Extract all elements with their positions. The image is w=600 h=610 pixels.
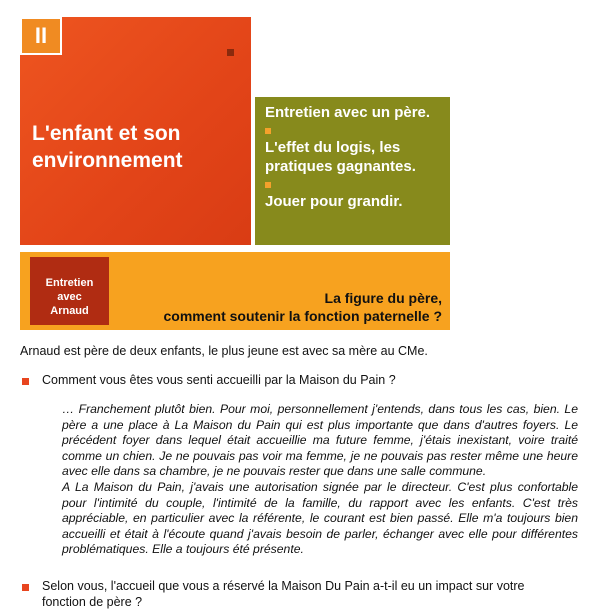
topic-item: L'effet du logis, les pratiques gagnantes. — [265, 139, 416, 175]
topic-item: Entretien avec un père. — [265, 104, 431, 121]
question-bullet-icon — [22, 584, 29, 591]
chapter-number-badge: II — [20, 17, 62, 55]
answer-block — [62, 402, 578, 558]
chapter-title-line: environnement — [32, 149, 183, 172]
interview-label-line: avec — [57, 291, 82, 303]
question-bullet-icon — [22, 378, 29, 385]
interview-label-box — [30, 257, 109, 325]
answer-paragraph: … Franchement plutôt bien. Pour moi, personnellement j'entends, dans tous les cas, bien. Le père a une place à La Maison du Pain qui est plus importante que dans d'autres foyers. Le précédent foyer dans lequel était accueillie ma future femme, j'étais inexistant, voire traité comme un chien. Je ne pouvais pas voir ma femme, je ne pouvais pas rester même une heure avec elle dans sa chambre, je ne pouvais rester que dans une salle commune. — [62, 402, 578, 479]
question-1: Comment vous êtes vous senti accueilli par la Maison du Pain ? — [42, 373, 396, 387]
question-2: Selon vous, l'accueil que vous a réservé la Maison Du Pain a-t-il eu un impact sur votre — [42, 579, 525, 593]
intro-paragraph: Arnaud est père de deux enfants, le plus jeune est avec sa mère au CMe. — [20, 344, 428, 358]
chapter-topics-block — [255, 97, 450, 245]
topic-bullet-icon — [265, 128, 271, 134]
interview-title-line: La figure du père, — [324, 290, 442, 306]
topic-bullet-icon — [265, 182, 271, 188]
interview-title — [120, 289, 442, 325]
interview-title-line: comment soutenir la fonction paternelle ? — [163, 308, 442, 324]
answer-paragraph: A La Maison du Pain, j'avais une autorisation signée par le directeur. C'est plus confortable pour l'intimité du couple, l'intimité de la famille, du rapport avec les enfants. C'est très appréciable, en particulier avec la référente, le courant est bien passé. Elle m'a toujours bien accueilli et était à l'écoute quand j'avais besoin de parler, échanger avec elle pour différentes problématiques. Elle a toujours été présente. — [62, 479, 578, 557]
chapter-title-line: L'enfant et son — [32, 122, 181, 145]
topic-item: Jouer pour grandir. — [265, 193, 403, 210]
chapter-title — [32, 120, 247, 174]
decorative-square — [227, 49, 234, 56]
interview-label-line: Entretien — [45, 277, 94, 289]
interview-label-line: Arnaud — [50, 305, 89, 317]
question-2-continued: fonction de père ? — [42, 595, 143, 609]
